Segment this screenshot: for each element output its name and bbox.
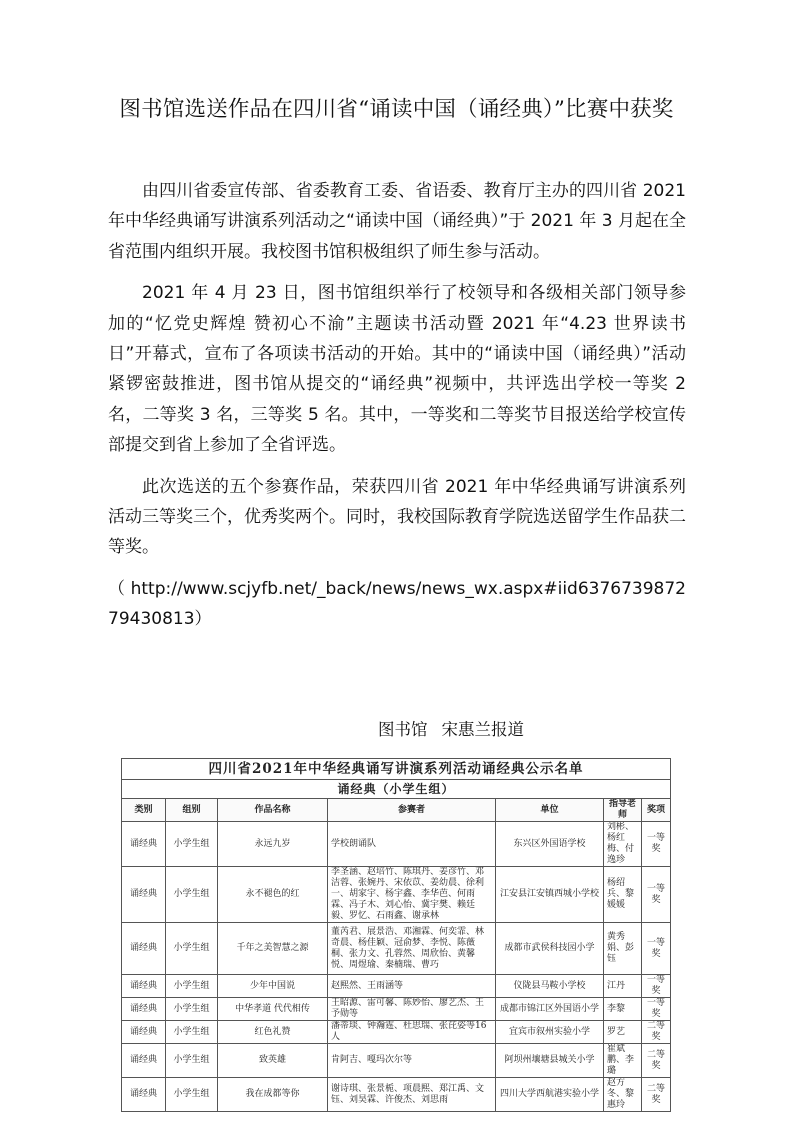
cell-teacher: 黄秀娟、彭钰 — [604, 923, 642, 975]
cell-category: 诵经典 — [122, 998, 166, 1021]
header-group: 组别 — [166, 799, 218, 822]
cell-award: 一等奖 — [642, 923, 671, 975]
header-work: 作品名称 — [218, 799, 328, 822]
header-participants: 参赛者 — [328, 799, 496, 822]
table-row — [122, 998, 671, 1021]
cell-category: 诵经典 — [122, 975, 166, 998]
cell-award: 二等奖 — [642, 1021, 671, 1044]
cell-work: 千年之美智慧之源 — [218, 923, 328, 975]
cell-participants: 谢诗琪、张景栀、项晨熙、郑江禹、文钰、刘昊霖、许俊杰、刘思雨 — [328, 1078, 496, 1112]
cell-group: 小学生组 — [166, 1044, 218, 1078]
cell-group: 小学生组 — [166, 975, 218, 998]
cell-group: 小学生组 — [166, 867, 218, 923]
byline-author: 宋惠兰报道 — [441, 720, 524, 739]
cell-teacher: 崔斌鹏、李璐 — [604, 1044, 642, 1078]
header-award: 奖项 — [642, 799, 671, 822]
cell-work: 致英雄 — [218, 1044, 328, 1078]
cell-unit: 阿坝州壤塘县城关小学 — [496, 1044, 604, 1078]
cell-participants: 肯阿吉、嘎玛次尔等 — [328, 1044, 496, 1078]
header-category: 类别 — [122, 799, 166, 822]
cell-work: 永远九岁 — [218, 822, 328, 867]
table-row — [122, 1021, 671, 1044]
cell-participants: 董芮君、展景浩、邓湘霖、何奕霏、林奇晨、杨佳颖、冠俞梦、李悦、陈薇桐、张力文、孔蓉然、周欣怡、黄馨悦、周煜瑜、秦楠瑞、曹巧 — [328, 923, 496, 975]
table-subtitle: 诵经典（小学生组） — [122, 780, 671, 799]
table-row — [122, 923, 671, 975]
table-row — [122, 822, 671, 867]
cell-award: 二等奖 — [642, 1044, 671, 1078]
paragraph-result: 此次选送的五个参赛作品，荣获四川省 2021 年中华经典诵写讲演系列活动三等奖三个，优秀奖两个。同时，我校国际教育学院选送留学生作品获二等奖。 — [108, 476, 686, 558]
cell-teacher: 刘彬、杨红梅、付逸珍 — [604, 822, 642, 867]
cell-unit: 江安县江安镇西城小学校 — [496, 867, 604, 923]
source-link[interactable]: （ http://www.scjyfb.net/_back/news/news_wx.aspx#iid637673987279430813） — [108, 578, 686, 630]
cell-work: 红色礼赞 — [218, 1021, 328, 1044]
cell-unit: 成都市锦江区外国语小学 — [496, 998, 604, 1021]
cell-teacher: 杨绍兵、黎媛媛 — [604, 867, 642, 923]
cell-unit: 成都市武侯科技园小学 — [496, 923, 604, 975]
byline-org: 图书馆 — [378, 720, 428, 739]
table-row — [122, 1044, 671, 1078]
cell-category: 诵经典 — [122, 923, 166, 975]
table-row — [122, 1078, 671, 1112]
cell-work: 少年中国说 — [218, 975, 328, 998]
cell-teacher: 江丹 — [604, 975, 642, 998]
cell-unit: 四川大学西航港实验小学 — [496, 1078, 604, 1112]
cell-teacher: 罗艺 — [604, 1021, 642, 1044]
table-row — [122, 867, 671, 923]
cell-work: 永不褪色的红 — [218, 867, 328, 923]
page-title: 图书馆选送作品在四川省“诵读中国（诵经典）”比赛中获奖 — [119, 97, 674, 122]
cell-group: 小学生组 — [166, 822, 218, 867]
cell-category: 诵经典 — [122, 1078, 166, 1112]
table-title: 四川省2021年中华经典诵写讲演系列活动诵经典公示名单 — [122, 759, 671, 780]
cell-group: 小学生组 — [166, 998, 218, 1021]
paragraph-intro: 由四川省委宣传部、省委教育工委、省语委、教育厅主办的四川省 2021 年中华经典诵写讲演系列活动之“诵读中国（诵经典）”于 2021 年 3 月起在全省范围内组织开展。我校图书馆积极组织了师生参与活动。 — [108, 181, 686, 262]
table-row — [122, 975, 671, 998]
cell-award: 一等奖 — [642, 975, 671, 998]
table-header-row — [122, 799, 671, 822]
cell-teacher: 赵方冬、黎惠玲 — [604, 1078, 642, 1112]
cell-participants: 潘蒂琰、钟瀚霆、杜思瑞、张芘姿等16人 — [328, 1021, 496, 1044]
cell-category: 诵经典 — [122, 1044, 166, 1078]
cell-category: 诵经典 — [122, 822, 166, 867]
award-list-table — [121, 758, 671, 1112]
cell-unit: 东兴区外国语学校 — [496, 822, 604, 867]
header-unit: 单位 — [496, 799, 604, 822]
cell-work: 中华孝道 代代相传 — [218, 998, 328, 1021]
cell-unit: 仪陇县马鞍小学校 — [496, 975, 604, 998]
cell-participants: 学校朗诵队 — [328, 822, 496, 867]
cell-participants: 王昭源、雷可馨、陈妙怡、廖艺杰、王予勋等 — [328, 998, 496, 1021]
cell-category: 诵经典 — [122, 867, 166, 923]
cell-participants: 赵熙然、王雨涵等 — [328, 975, 496, 998]
cell-group: 小学生组 — [166, 1021, 218, 1044]
cell-award: 一等奖 — [642, 998, 671, 1021]
cell-award: 一等奖 — [642, 867, 671, 923]
byline — [378, 716, 524, 740]
cell-category: 诵经典 — [122, 1021, 166, 1044]
article-body — [108, 176, 686, 646]
cell-group: 小学生组 — [166, 923, 218, 975]
cell-teacher: 李黎 — [604, 998, 642, 1021]
cell-award: 一等奖 — [642, 822, 671, 867]
paragraph-activity: 2021 年 4 月 23 日，图书馆组织举行了校领导和各级相关部门领导参加的“忆党史辉煌 赞初心不渝”主题读书活动暨 2021 年“4.23 世界读书日”开幕式，宣布了各项读书活动的开始。其中的“诵读中国（诵经典）”活动紧锣密鼓推进，图书馆从提交的“诵经典”视频中，共评选出学校一等奖 2 名，二等奖 3 名，三等奖 5 名。其中，一等奖和二等奖节目报送给学校宣传部提交到省上参加了全省评选。 — [108, 283, 686, 456]
cell-group: 小学生组 — [166, 1078, 218, 1112]
header-teacher: 指导老师 — [604, 799, 642, 822]
cell-award: 二等奖 — [642, 1078, 671, 1112]
cell-unit: 宜宾市叙州实验小学 — [496, 1021, 604, 1044]
cell-participants: 李圣涵、赵培竹、陈琪丹、姜彦竹、邓洁蓉、张婉丹、宋依苡、姜幼晨、徐利一、胡家宇、杨宇鑫、李华芭、何雨霖、冯子木、刘心怡、冀宇樊、赖廷毅、罗忆、石雨鑫、谢承林 — [328, 867, 496, 923]
cell-work: 我在成都等你 — [218, 1078, 328, 1112]
